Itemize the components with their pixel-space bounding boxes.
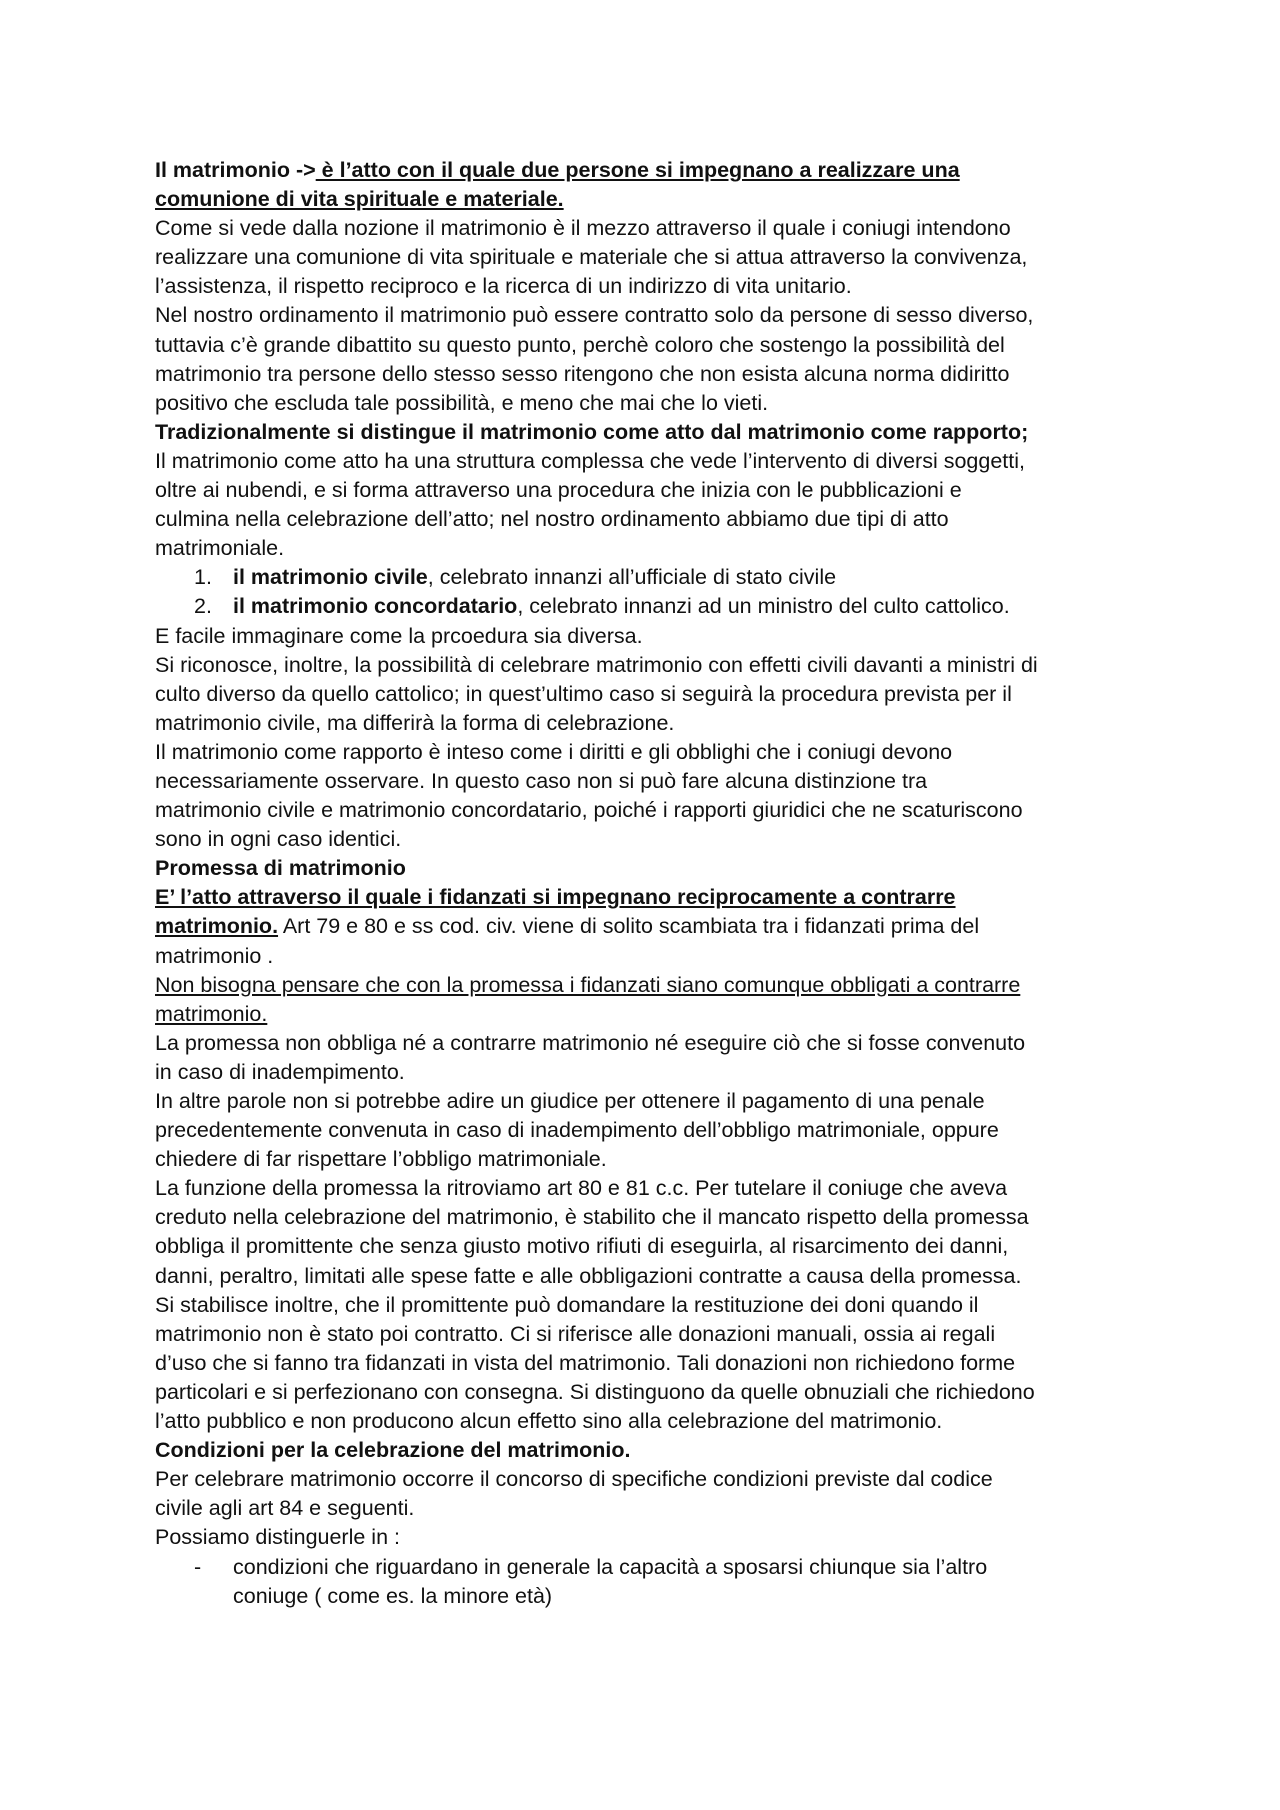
promessa-article-ref: Art 79 e 80 e ss cod. civ. viene di solito scambiata tra i fidanzati prima del	[278, 914, 980, 939]
text-line: Nel nostro ordinamento il matrimonio può essere contratto solo da persone di sesso diverso,	[155, 303, 1034, 328]
dash-list-item	[155, 1553, 1145, 1582]
text-line: danni, peraltro, limitati alle spese fatte e alle obbligazioni contratte a causa della promessa.	[155, 1263, 1022, 1288]
text-line: civile agli art 84 e seguenti.	[155, 1496, 415, 1521]
text-line: In altre parole non si potrebbe adire un giudice per ottenere il pagamento di una penale	[155, 1089, 985, 1113]
title-bold: Il matrimonio ->	[155, 158, 316, 182]
text-line: matrimonio .	[155, 943, 274, 968]
list-marker: 2.	[194, 594, 212, 619]
text-line: matrimonio civile, ma differirà la forma di celebrazione.	[155, 710, 675, 735]
text-line: culto diverso da quello cattolico; in quest’ultimo caso si seguirà la procedura prevista per il	[155, 681, 1012, 706]
text-line: obbliga il promittente che senza giusto motivo rifiuti di eseguirla, al risarcimento dei danni,	[155, 1234, 1009, 1259]
title-definition-cont: comunione di vita spirituale e materiale.	[155, 187, 564, 212]
list-item-text: , celebrato innanzi all’ufficiale di stato civile	[427, 565, 837, 590]
text-line: creduto nella celebrazione del matrimonio, è stabilito che il mancato rispetto della promessa	[155, 1205, 1029, 1230]
text-line: necessariamente osservare. In questo caso non si può fare alcuna distinzione tra	[155, 768, 928, 793]
text-line: Per celebrare matrimonio occorre il concorso di specifiche condizioni previste dal codice	[155, 1467, 993, 1492]
dash-item-text-cont: coniuge ( come es. la minore età)	[233, 1583, 553, 1608]
list-item-text: , celebrato innanzi ad un ministro del culto cattolico.	[517, 594, 1010, 619]
heading-condizioni: Condizioni per la celebrazione del matrimonio.	[155, 1438, 631, 1463]
title-line-2	[155, 185, 1145, 214]
list-item-civile	[155, 563, 1145, 592]
text-line: chiedere di far rispettare l’obbligo matrimoniale.	[155, 1147, 607, 1172]
title-definition: è l’atto con il quale due persone si impegnano a realizzare una	[315, 158, 960, 182]
text-line: matrimonio tra persone dello stesso sesso ritengono che non esista alcuna norma didiritto	[155, 361, 1010, 386]
text-line: in caso di inadempimento.	[155, 1059, 405, 1084]
title-line-1	[155, 156, 1145, 185]
text-line: realizzare una comunione di vita spirituale e materiale che si attua attraverso la convivenza,	[155, 245, 1028, 270]
text-line: tuttavia c’è grande dibattito su questo punto, perchè coloro che sostengo la possibilità del	[155, 332, 1005, 357]
text-line: precedentemente convenuta in caso di inadempimento dell’obbligo matrimoniale, oppure	[155, 1118, 999, 1143]
dash-list-item-cont	[155, 1582, 1145, 1611]
text-line: E facile immaginare come la prcoedura sia diversa.	[155, 623, 643, 648]
document-page	[155, 156, 1145, 1611]
promessa-definition: E’ l’atto attraverso il quale i fidanzati si impegnano reciprocamente a contrarre	[155, 885, 956, 910]
text-line: Come si vede dalla nozione il matrimonio è il mezzo attraverso il quale i coniugi intendono	[155, 216, 1011, 241]
text-line: matrimonio civile e matrimonio concordatario, poiché i rapporti giuridici che ne scaturiscono	[155, 798, 1023, 823]
text-line: oltre ai nubendi, e si forma attraverso una procedura che inizia con le pubblicazioni e	[155, 478, 962, 503]
text-line: d’uso che si fanno tra fidanzati in vista del matrimonio. Tali donazioni non richiedono forme	[155, 1350, 1016, 1375]
dash-marker: -	[194, 1554, 202, 1579]
text-line: Il matrimonio come atto ha una struttura complessa che vede l’intervento di diversi soggetti,	[155, 448, 1025, 473]
promessa-note-cont: matrimonio.	[155, 1001, 268, 1026]
text-line: matrimonio non è stato poi contratto. Ci si riferisce alle donazioni manuali, ossia ai regali	[155, 1321, 996, 1346]
promessa-note: Non bisogna pensare che con la promessa i fidanzati siano comunque obbligati a contrarre	[155, 972, 1021, 997]
text-line: positivo che escluda tale possibilità, e meno che mai che lo vieti.	[155, 390, 769, 415]
promessa-definition-end: matrimonio.	[155, 914, 279, 939]
dash-item-text: condizioni che riguardano in generale la capacità a sposarsi chiunque sia l’altro	[233, 1554, 988, 1579]
text-line: l’atto pubblico e non producono alcun effetto sino alla celebrazione del matrimonio.	[155, 1409, 943, 1434]
text-line: Il matrimonio come rapporto è inteso come i diritti e gli obblighi che i coniugi devono	[155, 739, 953, 764]
text-line: Si riconosce, inoltre, la possibilità di celebrare matrimonio con effetti civili davanti a ministri di	[155, 652, 1038, 677]
text-line: Possiamo distinguerle in :	[155, 1525, 400, 1550]
list-marker: 1.	[194, 565, 212, 590]
text-line: Si stabilisce inoltre, che il promittente può domandare la restituzione dei doni quando il	[155, 1292, 979, 1317]
list-item-bold: il matrimonio concordatario	[233, 594, 518, 619]
text-line: La promessa non obbliga né a contrarre matrimonio né eseguire ciò che si fosse convenuto	[155, 1030, 1026, 1055]
text-line: La funzione della promessa la ritroviamo art 80 e 81 c.c. Per tutelare il coniuge che aveva	[155, 1176, 1008, 1201]
text-line: sono in ogni caso identici.	[155, 827, 402, 852]
promessa-definition-line-2	[155, 912, 1145, 941]
text-line: matrimoniale.	[155, 536, 285, 561]
text-line: l’assistenza, il rispetto reciproco e la ricerca di un indirizzo di vita unitario.	[155, 274, 852, 299]
text-line: culmina nella celebrazione dell’atto; nel nostro ordinamento abbiamo due tipi di atto	[155, 507, 949, 532]
heading-tradizionalmente: Tradizionalmente si distingue il matrimonio come atto dal matrimonio come rapporto;	[155, 419, 1029, 444]
text-line: particolari e si perfezionano con consegna. Si distinguono da quelle obnuziali che richiedono	[155, 1379, 1035, 1404]
heading-promessa: Promessa di matrimonio	[155, 856, 406, 881]
list-item-bold: il matrimonio civile	[233, 565, 428, 590]
list-item-concordatario	[155, 592, 1145, 621]
